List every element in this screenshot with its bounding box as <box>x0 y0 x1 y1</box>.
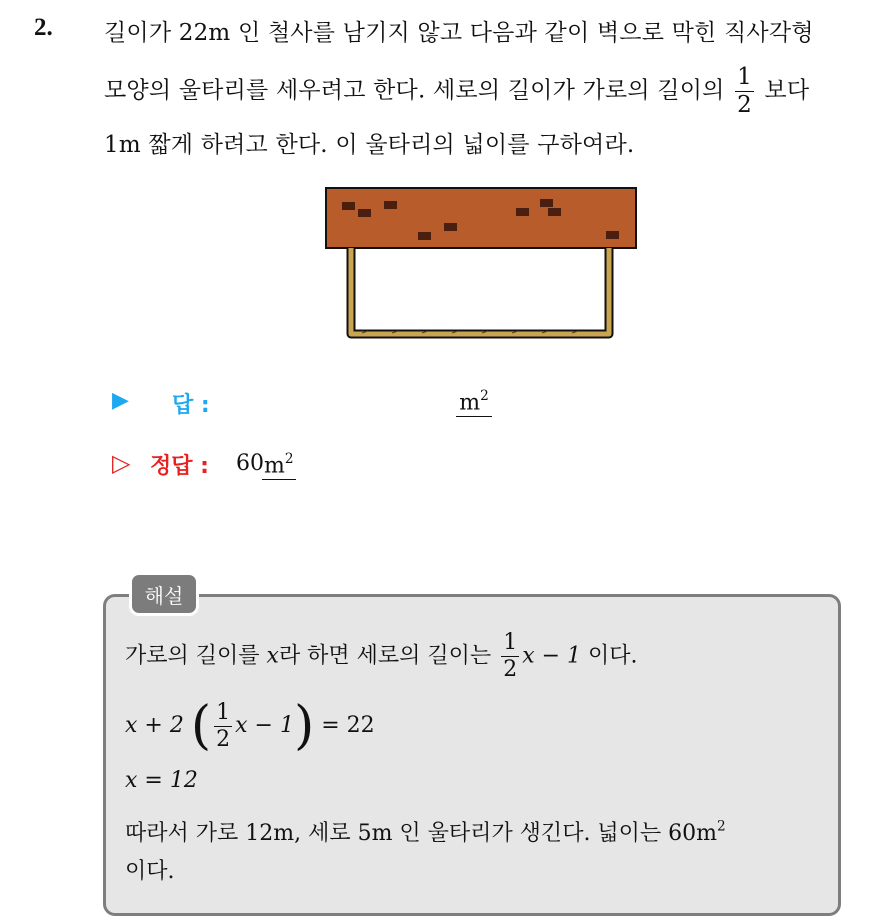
equation-1-fraction-numerator: 1 <box>216 699 231 725</box>
correct-unit-base: m <box>264 453 285 479</box>
question-line-2-text: 모양의 울타리를 세우려고 한다. 세로의 길이가 가로의 길이의 <box>104 77 725 104</box>
question-line-3: 1m 짧게 하려고 한다. 이 울타리의 넓이를 구하여라. <box>104 132 635 158</box>
solution-line-1-post: 이다. <box>588 643 638 669</box>
answer-unit-base: m <box>459 390 481 416</box>
question-line-2 <box>104 66 809 117</box>
correct-value: 60 <box>236 451 264 476</box>
solution-equation-1 <box>125 696 375 756</box>
brick-wall <box>326 188 636 248</box>
solution-line-4 <box>125 816 726 847</box>
solution-line-4-text: 따라서 가로 12m, 세로 5m 인 울타리가 생긴다. 넓이는 60m <box>125 821 718 846</box>
question-fraction-denominator: 2 <box>737 92 752 118</box>
equation-1-fraction-denominator: 2 <box>216 726 231 752</box>
solution-line-1-expr: x − 1 <box>522 643 582 669</box>
correct-unit-exp: 2 <box>284 451 294 467</box>
solution-line-4-exp: 2 <box>717 818 726 835</box>
fence <box>351 248 609 334</box>
solution-fraction-denominator: 2 <box>503 657 518 682</box>
answer-arrow-icon: ▶ <box>112 388 129 413</box>
question-fraction <box>735 66 754 117</box>
correct-answer-row <box>112 449 412 483</box>
equation-1-fraction <box>214 699 232 752</box>
answer-label: 답 : <box>172 393 210 418</box>
correct-arrow-icon: ▷ <box>112 449 131 477</box>
solution-line-1 <box>125 632 638 681</box>
equation-1-inner: x − 1 <box>235 713 294 738</box>
question-fraction-numerator: 1 <box>737 64 752 90</box>
answer-unit[interactable] <box>456 388 492 417</box>
solution-line-5: 이다. <box>125 859 175 884</box>
solution-line-1-mid: 라 하면 세로의 길이는 <box>278 643 492 669</box>
solution-fraction <box>501 632 519 681</box>
equation-1-pre: x + 2 <box>125 713 184 738</box>
question-line-2-tail: 보다 <box>764 77 810 104</box>
fence-wall-figure <box>322 184 640 344</box>
solution-var-x: x <box>266 643 279 669</box>
equation-1-post: = 22 <box>321 713 375 738</box>
question-line-1: 길이가 22m 인 철사를 남기지 않고 다음과 같이 벽으로 막힌 직사각형 <box>104 20 814 46</box>
correct-label: 정답 : <box>150 454 209 479</box>
solution-line-1-pre: 가로의 길이를 <box>125 643 260 669</box>
solution-tag: 해설 <box>129 572 199 616</box>
equation-1-paren-close: ) <box>293 696 315 756</box>
answer-row <box>112 388 512 420</box>
question-number: 2. <box>34 14 53 41</box>
solution-fraction-numerator: 1 <box>503 630 518 655</box>
correct-unit <box>262 451 296 480</box>
answer-unit-exp: 2 <box>480 388 489 404</box>
solution-equation-2: x = 12 <box>125 768 198 793</box>
equation-1-paren-open: ( <box>190 696 212 756</box>
